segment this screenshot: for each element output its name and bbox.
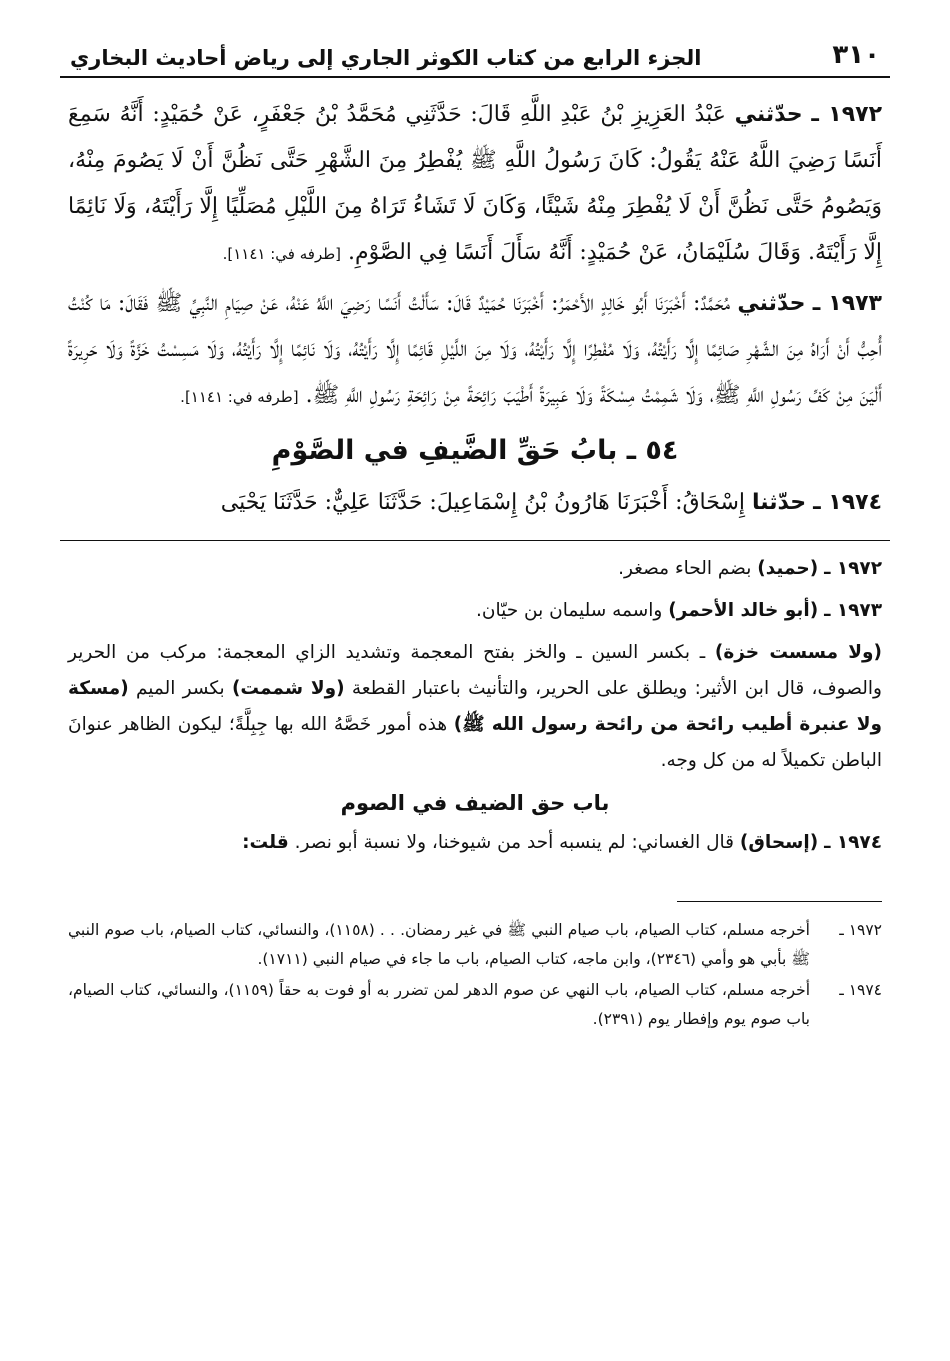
page-number: ٣١٠ <box>832 40 880 70</box>
commentary-text: بكسر الميم <box>135 678 225 699</box>
commentary-text: بضم الحاء مصغر. <box>618 558 752 579</box>
commentary-number: ١٩٧٤ ـ <box>824 832 882 853</box>
commentary-text: ـ بكسر السين ـ والخز بفتح المعجمة وتشديد الزاي المعجمة: مركب من الحرير والصوف، قال ابن الأثير: ويطلق على الحرير، والتأنيث باعتبار القطعة <box>68 642 882 699</box>
book-page <box>60 40 890 1036</box>
footnotes <box>60 916 890 1034</box>
footnote-text: أخرجه مسلم، كتاب الصيام، باب صيام النبي ﷺ في غير رمضان. . . (١١٥٨)، والنسائي، كتاب الصيام، باب صوم النبي ﷺ بأبي هو وأمي (٢٣٤٦)، وابن ماجه، كتاب الصيام، باب ما جاء في صيام النبي (١٧١١). <box>68 921 810 968</box>
book-title: الجزء الرابع من كتاب الكوثر الجاري إلى رياض أحاديث البخاري <box>70 46 702 70</box>
commentary-chapter-heading: باب حق الضيف في الصوم <box>340 791 610 815</box>
commentary-term: (ولا مسست خزة) <box>714 642 882 663</box>
commentary-term: (إسحاق) <box>739 832 819 853</box>
hadith-1972 <box>68 92 882 277</box>
hadith-intro: حدّثني <box>737 291 806 316</box>
footnote-divider <box>677 901 882 902</box>
commentary-term: (حميد) <box>757 558 819 579</box>
running-header <box>60 40 890 78</box>
commentary-term: قلت: <box>242 832 289 853</box>
main-text <box>60 92 890 526</box>
commentary-term: (أبو خالد الأحمر) <box>668 600 819 621</box>
tarf-reference: [طرفه في: ١١٤١]. <box>180 388 299 406</box>
commentary-text: هذه أمور خَصَّهُ الله بها جِبِلَّةً؛ ليكون الظاهر عنوانَ الباطن تكميلاً له من كل وجه. <box>68 714 882 771</box>
commentary-number: ١٩٧٣ ـ <box>824 600 882 621</box>
hadith-number: ١٩٧٣ ـ <box>812 291 882 316</box>
commentary-divider <box>60 540 890 541</box>
footnote-1972 <box>68 916 882 974</box>
hadith-1974 <box>68 480 882 526</box>
hadith-text: إِسْحَاقُ: أَخْبَرَنَا هَارُونُ بْنُ إِسْمَاعِيلَ: حَدَّثَنَا عَلِيٌّ: حَدَّثَنَا يَحْيَى <box>220 490 746 515</box>
commentary-number: ١٩٧٢ ـ <box>824 558 882 579</box>
hadith-intro: حدّثنا <box>752 490 807 515</box>
tarf-reference: [طرفه في: ١١٤١]. <box>222 245 342 263</box>
commentary-khazza <box>68 635 882 779</box>
hadith-number: ١٩٧٤ ـ <box>813 490 882 515</box>
footnote-text: أخرجه مسلم، كتاب الصيام، باب النهي عن صوم الدهر لمن تضرر به أو فوت به حقاً (١١٥٩)، والنسائي، كتاب الصيام، باب صوم يوم وإفطار يوم (٢٣٩١). <box>68 981 811 1028</box>
hadith-text: عَبْدُ العَزِيزِ بْنُ عَبْدِ اللَّهِ قَالَ: حَدَّثَنِي مُحَمَّدُ بْنُ جَعْفَرٍ، عَنْ حُمَيْدٍ: أَنَّهُ سَمِعَ أَنَسًا رَضِيَ اللَّهُ عَنْهُ يَقُولُ: كَانَ رَسُولُ اللَّهِ ﷺ يُفْطِرُ مِنَ الشَّهْرِ حَتَّى نَظُنَّ أَنْ لَا يَصُومَ مِنْهُ، وَيَصُومُ حَتَّى نَظُنَّ أَنْ لَا يُفْطِرَ مِنْهُ شَيْئًا، وَكَانَ لَا تَشَاءُ تَرَاهُ مِنَ اللَّيْلِ مُصَلِّيًا إِلَّا رَأَيْتَهُ، وَلَا نَائِمًا إِلَّا رَأَيْتَهُ. وَقَالَ سُلَيْمَانُ، عَنْ حُمَيْدٍ: أَنَّهُ سَأَلَ أَنَسًا فِي الصَّوْمِ. <box>68 102 882 265</box>
footnote-number: ١٩٧٤ ـ <box>839 981 882 999</box>
footnote-number: ١٩٧٢ ـ <box>839 921 882 939</box>
hadith-1973 <box>68 281 882 420</box>
footnote-1974 <box>68 976 882 1034</box>
hadith-text: مُحَمَّدٌ: أَخْبَرَنَا أَبُو خَالِدٍ الأَحْمَرُ: أَخْبَرَنَا حُمَيْدٌ قَالَ: سَأَلْتُ أَنَسًا رَضِيَ اللَّهُ عَنْهُ، عَنْ صِيَامِ النَّبِيِّ ﷺ فَقَالَ: مَا كُنْتُ أُحِبُّ أَنْ أَرَاهُ مِنَ الشَّهْرِ صَائِمًا إِلَّا رَأَيْتُهُ، وَلَا مُفْطِرًا إِلَّا رَأَيْتُهُ، وَلَا مِنَ اللَّيْلِ قَائِمًا إِلَّا رَأَيْتُهُ، وَلَا نَائِمًا إِلَّا رَأَيْتُهُ، وَلَا مَسِسْتُ خَزَّةً وَلَا حَرِيرَةً أَلْيَنَ مِنْ كَفِّ رَسُولِ اللَّهِ ﷺ، وَلَا شَمِمْتُ مِسْكَةً وَلَا عَبِيرَةً أَطْيَبَ رَائِحَةً مِنْ رَائِحَةِ رَسُولِ اللَّهِ ﷺ. <box>68 291 882 408</box>
commentary-1974 <box>68 825 882 861</box>
hadith-intro: حدّثني <box>734 102 803 127</box>
commentary <box>60 551 890 861</box>
chapter-heading: ٥٤ ـ بابُ حَقِّ الضَّيفِ في الصَّوْمِ <box>271 435 679 466</box>
commentary-1972 <box>68 551 882 587</box>
commentary-term: (مسكة ولا عنبرة أطيب رائحة من رائحة رسول الله ﷺ) <box>68 678 882 735</box>
commentary-text: قال الغساني: لم ينسبه أحد من شيوخنا، ولا نسبة أبو نصر. <box>294 832 735 853</box>
commentary-1973 <box>68 593 882 629</box>
hadith-number: ١٩٧٢ ـ <box>811 102 882 127</box>
commentary-text: واسمه سليمان بن حيّان. <box>476 600 663 621</box>
commentary-term: (ولا شممت) <box>231 678 345 699</box>
